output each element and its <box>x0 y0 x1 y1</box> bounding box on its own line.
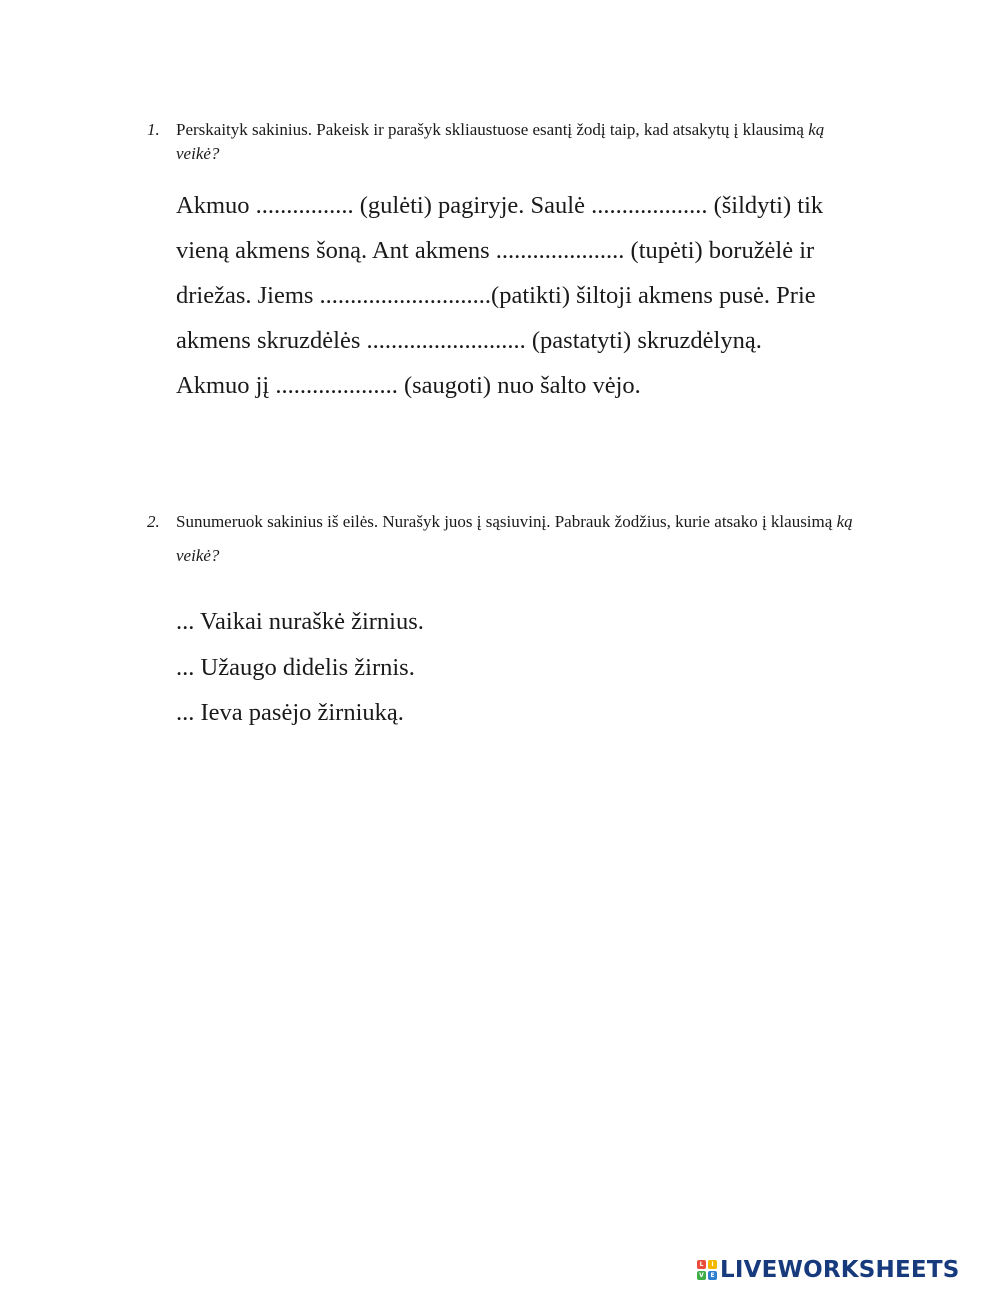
task-1-header <box>147 118 867 166</box>
logo-block: E <box>708 1271 717 1280</box>
logo-blocks-icon <box>697 1260 717 1280</box>
sentence-item: ... Vaikai nuraškė žirnius. <box>176 608 424 635</box>
passage-line: Akmuo ................ (gulėti) pagiryje. Saulė ................... (šildyti) tik <box>176 192 824 219</box>
passage-line: vieną akmens šoną. Ant akmens ..................... (tupėti) boružėlė ir <box>176 237 815 264</box>
task-1-passage <box>176 183 876 408</box>
passage-line: akmens skruzdėlės .......................... (pastatyti) skruzdėlyną. <box>176 327 762 354</box>
logo-block: L <box>697 1260 706 1269</box>
logo-block: I <box>708 1260 717 1269</box>
task-2 <box>147 505 867 573</box>
task-1 <box>147 118 867 166</box>
passage-line: driežas. Jiems ............................(patikti) šiltoji akmens pusė. Prie <box>176 282 816 309</box>
task-2-sentence-list <box>176 599 424 736</box>
task-2-number: 2. <box>147 512 160 531</box>
task-2-instruction <box>176 505 867 573</box>
task-2-header <box>147 505 867 573</box>
task-1-instruction-text: Perskaityk sakinius. Pakeisk ir parašyk skliaustuose esantį žodį taip, kad atsakytų į klausimą <box>176 120 809 139</box>
task-2-question: ką veikė? <box>176 512 853 565</box>
liveworksheets-logo <box>697 1255 959 1285</box>
task-2-instruction-text: Sunumeruok sakinius iš eilės. Nurašyk juos į sąsiuvinį. Pabrauk žodžius, kurie atsako į klausimą <box>176 512 837 531</box>
logo-block: V <box>697 1271 706 1280</box>
passage-line: Akmuo jį .................... (saugoti) nuo šalto vėjo. <box>176 372 641 399</box>
logo-text: LIVEWORKSHEETS <box>720 1257 960 1283</box>
sentence-item: ... Užaugo didelis žirnis. <box>176 653 415 681</box>
task-1-number: 1. <box>147 120 160 139</box>
sentence-item: ... Ieva pasėjo žirniuką. <box>176 699 404 726</box>
task-1-instruction <box>176 118 867 166</box>
task-1-question: ką veikė? <box>176 120 825 163</box>
